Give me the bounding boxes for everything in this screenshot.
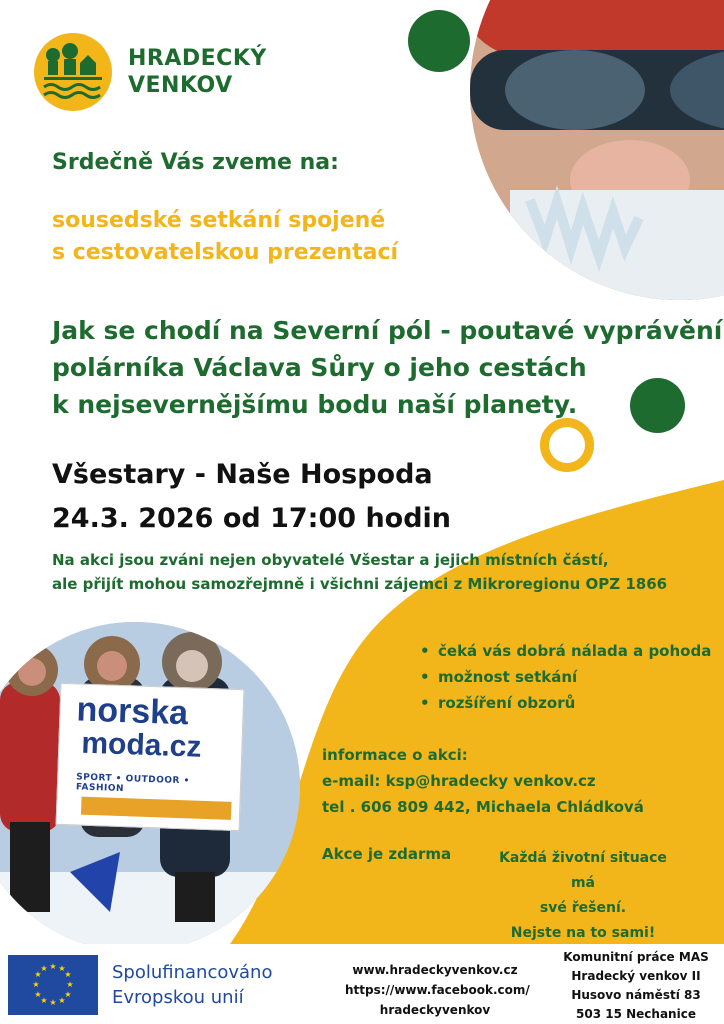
slogan-line2: své řešení. bbox=[539, 900, 627, 916]
list-item: • možnost setkání bbox=[420, 664, 711, 690]
sponsor-banner bbox=[56, 683, 245, 831]
facebook-link-handle[interactable]: hradeckyvenkov bbox=[379, 1003, 491, 1017]
eu-cofinanced-label bbox=[112, 960, 272, 1010]
banner-line2: moda.cz bbox=[80, 726, 202, 764]
slogan bbox=[488, 846, 678, 946]
svg-text:★: ★ bbox=[40, 996, 48, 1005]
title-line2: polárníka Václava Sůry o jeho cestách bbox=[52, 353, 587, 382]
addr-line1: Komunitní práce MAS bbox=[563, 950, 709, 964]
benefits-list bbox=[420, 638, 711, 716]
slogan-line3: Nejste na to sami! bbox=[510, 925, 656, 941]
facebook-link[interactable]: https://www.facebook.com/ bbox=[345, 983, 530, 997]
banner-sponsor-strip bbox=[81, 797, 232, 820]
list-item: • rozšíření obzorů bbox=[420, 690, 711, 716]
eu-line1: Spolufinancováno bbox=[112, 962, 273, 983]
free-entry: Akce je zdarma bbox=[322, 845, 452, 863]
addr-line2: Hradecký venkov II bbox=[571, 969, 701, 983]
yellow-ring-decoration bbox=[540, 418, 594, 472]
slogan-line1: Každá životní situace má bbox=[499, 850, 667, 891]
info-heading: informace o akci: bbox=[322, 746, 468, 764]
info-email[interactable]: e-mail: ksp@hradecky venkov.cz bbox=[322, 772, 596, 790]
svg-text:★: ★ bbox=[58, 996, 66, 1005]
contact-info bbox=[322, 742, 644, 820]
brand-name bbox=[128, 45, 267, 99]
svg-text:★: ★ bbox=[34, 970, 42, 979]
svg-text:★: ★ bbox=[40, 964, 48, 973]
event-place: Všestary - Naše Hospoda bbox=[52, 459, 433, 490]
addr-line3: Husovo náměstí 83 bbox=[571, 988, 701, 1002]
brand-name-line1: HRADECKÝ bbox=[128, 46, 267, 71]
svg-text:★: ★ bbox=[64, 970, 72, 979]
green-dot-decoration bbox=[408, 10, 470, 72]
eu-line2: Evropskou unií bbox=[112, 987, 244, 1008]
list-item: • čeká vás dobrá nálada a pohoda bbox=[420, 638, 711, 664]
addr-line4: 503 15 Nechanice bbox=[576, 1007, 696, 1021]
event-title bbox=[52, 312, 722, 423]
web-links bbox=[345, 960, 530, 1020]
organization-address bbox=[548, 948, 724, 1024]
svg-text:★: ★ bbox=[34, 990, 42, 999]
svg-text:★: ★ bbox=[64, 990, 72, 999]
title-line3: k nejsevernějšímu bodu naší planety. bbox=[52, 390, 578, 419]
eu-flag-icon bbox=[8, 955, 98, 1015]
brand-name-line2: VENKOV bbox=[128, 73, 233, 98]
event-place-time bbox=[52, 453, 451, 541]
info-phone[interactable]: tel . 606 809 442, Michaela Chládková bbox=[322, 798, 644, 816]
hradecky-venkov-logo bbox=[34, 33, 112, 111]
event-subtitle bbox=[52, 205, 398, 269]
event-note bbox=[52, 548, 667, 596]
event-datetime: 24.3. 2026 od 17:00 hodin bbox=[52, 503, 452, 534]
note-line1: Na akci jsou zváni nejen obyvatelé Všestar a jejich místních částí, bbox=[52, 551, 609, 569]
website-link[interactable]: www.hradeckyvenkov.cz bbox=[352, 963, 518, 977]
svg-text:★: ★ bbox=[49, 962, 57, 971]
banner-line1: norska bbox=[75, 690, 189, 733]
svg-text:★: ★ bbox=[32, 980, 40, 989]
banner-tagline: SPORT • OUTDOOR • FASHION bbox=[75, 772, 190, 795]
svg-text:★: ★ bbox=[58, 964, 66, 973]
title-line1: Jak se chodí na Severní pól - poutavé vyprávění bbox=[52, 316, 723, 345]
subtitle-line1: sousedské setkání spojené bbox=[52, 208, 386, 233]
svg-text:★: ★ bbox=[66, 980, 74, 989]
invite-heading: Srdečně Vás zveme na: bbox=[52, 150, 339, 175]
svg-text:★: ★ bbox=[49, 998, 57, 1007]
subtitle-line2: s cestovatelskou prezentací bbox=[52, 240, 399, 265]
note-line2: ale přijít mohou samozřejmně i všichni zájemci z Mikroregionu OPZ 1866 bbox=[52, 575, 668, 593]
